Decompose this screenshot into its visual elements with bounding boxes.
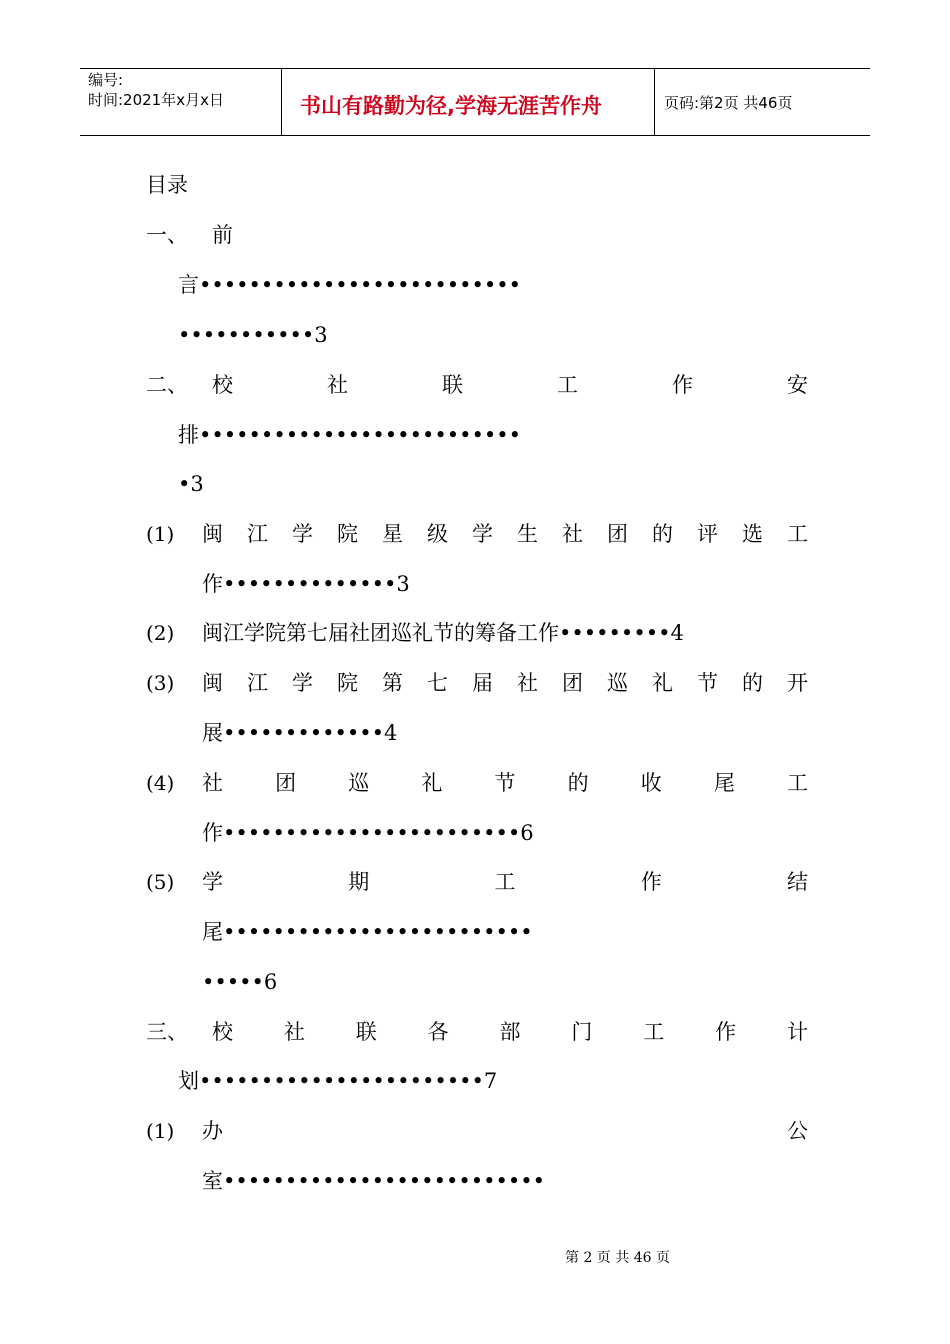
toc-sub-1-number: (1) xyxy=(146,522,175,546)
toc-sub-4-line-1: 社 团 巡 礼 节 的 收 尾 工 xyxy=(202,771,808,795)
toc-sub-3-1-number: (1) xyxy=(146,1119,175,1143)
page-footer: 第 2 页 共 46 页 xyxy=(565,1250,670,1266)
toc-sub-4-number: (4) xyxy=(146,771,175,795)
toc-sub-3-line-1: 闽 江 学 院 第 七 届 社 团 巡 礼 节 的 开 xyxy=(202,671,808,695)
toc-sub-3-1-line-1: 办 公 xyxy=(202,1119,808,1143)
toc-entry-3-number: 三、 xyxy=(146,1020,188,1044)
toc-entry-1-number: 一、 xyxy=(146,223,188,247)
toc-sub-5-line-3: •••••6 xyxy=(202,970,278,994)
motto: 书山有路勤为径,学海无涯苦作舟 xyxy=(300,94,602,118)
toc-entry-2-line-3: •3 xyxy=(178,472,204,496)
toc-sub-3-1-line-2: 室•••••••••••••••••••••••••• xyxy=(202,1169,546,1193)
toc-entry-1-line-3: •••••••••••3 xyxy=(178,323,328,347)
toc-sub-2-line-1: 闽江学院第七届社团巡礼节的筹备工作•••••••••4 xyxy=(202,621,684,645)
toc-entry-2-line-1: 校 社 联 工 作 安 xyxy=(212,373,808,397)
header-bottom-rule xyxy=(80,135,870,136)
page-info: 页码:第2页 共46页 xyxy=(664,94,793,112)
toc-sub-5-line-2: 尾••••••••••••••••••••••••• xyxy=(202,920,533,944)
header-divider-left xyxy=(281,68,282,136)
toc-entry-3-line-2: 划•••••••••••••••••••••••7 xyxy=(178,1069,498,1093)
toc-sub-3-line-2: 展•••••••••••••4 xyxy=(202,721,398,745)
time-label: 时间:2021年x月x日 xyxy=(88,91,224,109)
toc-sub-1-line-2: 作••••••••••••••3 xyxy=(202,572,410,596)
toc-entry-1-line-1: 前 xyxy=(212,223,233,247)
toc-entry-2-line-2: 排•••••••••••••••••••••••••• xyxy=(178,423,522,447)
header-divider-right xyxy=(654,68,655,136)
toc-sub-5-number: (5) xyxy=(146,870,175,894)
toc-entry-3-line-1: 校 社 联 各 部 门 工 作 计 xyxy=(212,1020,808,1044)
header-top-rule xyxy=(80,68,870,69)
serial-label: 编号: xyxy=(88,71,124,89)
toc-sub-3-number: (3) xyxy=(146,671,175,695)
toc-title: 目录 xyxy=(146,173,188,197)
toc-entry-2-number: 二、 xyxy=(146,373,188,397)
toc-entry-1-line-2: 言•••••••••••••••••••••••••• xyxy=(178,273,522,297)
toc-sub-5-line-1: 学 期 工 作 结 xyxy=(202,870,808,894)
toc-sub-4-line-2: 作••••••••••••••••••••••••6 xyxy=(202,821,534,845)
toc-sub-2-number: (2) xyxy=(146,621,175,645)
toc-sub-1-line-1: 闽 江 学 院 星 级 学 生 社 团 的 评 选 工 xyxy=(202,522,808,546)
